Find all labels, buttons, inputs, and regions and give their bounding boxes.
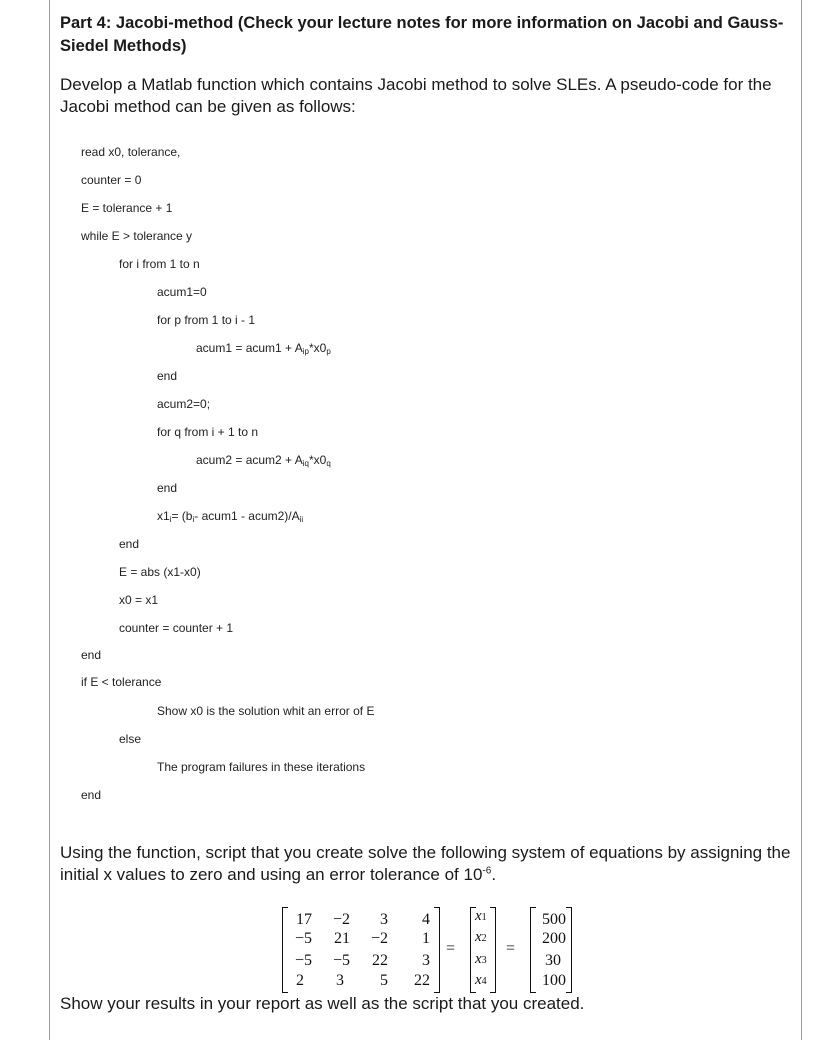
code-subscript: i xyxy=(192,515,195,524)
variable-subscript: 3 xyxy=(481,955,487,966)
vector-b-entry: 30 xyxy=(545,952,561,969)
code-line: Show x0 is the solution whit an error of E xyxy=(157,704,375,718)
code-subscript: ip xyxy=(302,347,309,356)
code-line xyxy=(196,453,331,468)
code-subscript: p xyxy=(326,347,331,356)
matrix-cell: −5 xyxy=(294,952,312,969)
code-line xyxy=(196,341,331,356)
matrix-cell: 2 xyxy=(296,972,304,989)
code-text: acum1 = acum1 + A xyxy=(196,341,303,355)
code-text: - acum1 - acum2)/A xyxy=(194,509,300,523)
matrix-cell: 4 xyxy=(422,911,430,928)
matrix-a-right-bracket xyxy=(434,907,440,993)
intro-paragraph: Develop a Matlab function which contains Jacobi method to solve SLEs. A pseudo-code for the Jacobi method can be given as follows: xyxy=(60,75,772,116)
code-line: end xyxy=(81,788,102,802)
code-line xyxy=(157,509,303,524)
code-text: acum2 = acum2 + A xyxy=(196,453,303,467)
code-line: for q from i + 1 to n xyxy=(157,425,259,439)
code-line: for i from 1 to n xyxy=(119,257,200,271)
usage-text: Using the function, script that you create solve the following system of equations by assigning the initial x values to zero and using an error tolerance of 10 xyxy=(60,843,791,884)
matrix-cell: 3 xyxy=(380,911,388,928)
code-line: end xyxy=(81,648,102,662)
equals-sign: = xyxy=(446,940,456,957)
code-line: counter = counter + 1 xyxy=(119,621,234,635)
matrix-cell: −2 xyxy=(332,911,350,928)
code-line: while E > tolerance y xyxy=(81,229,193,243)
code-line: E = abs (x1-x0) xyxy=(119,565,201,579)
vector-x-entry xyxy=(475,929,487,946)
code-line: x0 = x1 xyxy=(119,593,159,607)
code-line: acum2=0; xyxy=(157,397,211,411)
tolerance-exponent: -6 xyxy=(482,865,492,877)
matrix-cell: −5 xyxy=(332,952,350,969)
code-line: The program failures in these iterations xyxy=(157,760,366,774)
variable-subscript: 4 xyxy=(481,976,487,987)
page-border-left xyxy=(49,0,50,1040)
variable-symbol: x xyxy=(475,908,482,924)
variable-symbol: x xyxy=(475,929,482,945)
matrix-cell: 1 xyxy=(422,930,430,947)
usage-paragraph xyxy=(60,842,800,886)
vector-x-entry xyxy=(475,972,487,989)
variable-symbol: x xyxy=(475,972,482,988)
code-text: *x0 xyxy=(308,453,327,467)
code-text: x1 xyxy=(157,509,170,523)
code-subscript: ii xyxy=(299,515,304,524)
page-border-right xyxy=(801,0,802,1040)
equals-sign: = xyxy=(506,940,516,957)
vector-b-entry: 500 xyxy=(542,911,566,928)
vector-b-entry: 100 xyxy=(542,972,566,989)
matrix-cell: 3 xyxy=(336,972,344,989)
code-line: if E < tolerance xyxy=(81,675,162,689)
variable-subscript: 1 xyxy=(481,912,487,923)
matrix-cell: 5 xyxy=(380,972,388,989)
matrix-cell: 17 xyxy=(296,911,312,928)
section-heading: Part 4: Jacobi-method (Check your lecture notes for more information on Jacobi and Gauss-Siedel Methods) xyxy=(60,14,784,55)
matrix-cell: −5 xyxy=(294,930,312,947)
code-line: for p from 1 to i - 1 xyxy=(157,313,256,327)
usage-end: . xyxy=(491,865,497,884)
code-line: end xyxy=(157,481,178,495)
code-text: *x0 xyxy=(308,341,327,355)
code-subscript: i xyxy=(169,515,172,524)
matrix-cell: 22 xyxy=(414,972,430,989)
matrix-cell: 22 xyxy=(372,952,388,969)
closing-paragraph: Show your results in your report as well as the script that you created. xyxy=(60,994,585,1013)
code-line: read x0, tolerance, xyxy=(81,145,181,159)
vector-b-right-bracket xyxy=(566,907,572,993)
vector-x-entry xyxy=(475,951,487,968)
code-line: end xyxy=(157,369,178,383)
code-line: else xyxy=(119,732,142,746)
code-line: acum1=0 xyxy=(157,285,207,299)
matrix-cell: 21 xyxy=(334,930,350,947)
code-line: counter = 0 xyxy=(81,173,142,187)
code-line: end xyxy=(119,537,140,551)
code-text: = (b xyxy=(171,509,193,523)
vector-b-entry: 200 xyxy=(542,930,566,947)
vector-x-entry xyxy=(475,908,487,925)
variable-subscript: 2 xyxy=(481,933,487,944)
matrix-cell: −2 xyxy=(370,930,388,947)
code-line: E = tolerance + 1 xyxy=(81,201,173,215)
vector-x-right-bracket xyxy=(490,907,496,993)
code-subscript: q xyxy=(326,459,331,468)
matrix-cell: 3 xyxy=(422,952,430,969)
variable-symbol: x xyxy=(475,951,482,967)
code-subscript: iq xyxy=(302,459,309,468)
